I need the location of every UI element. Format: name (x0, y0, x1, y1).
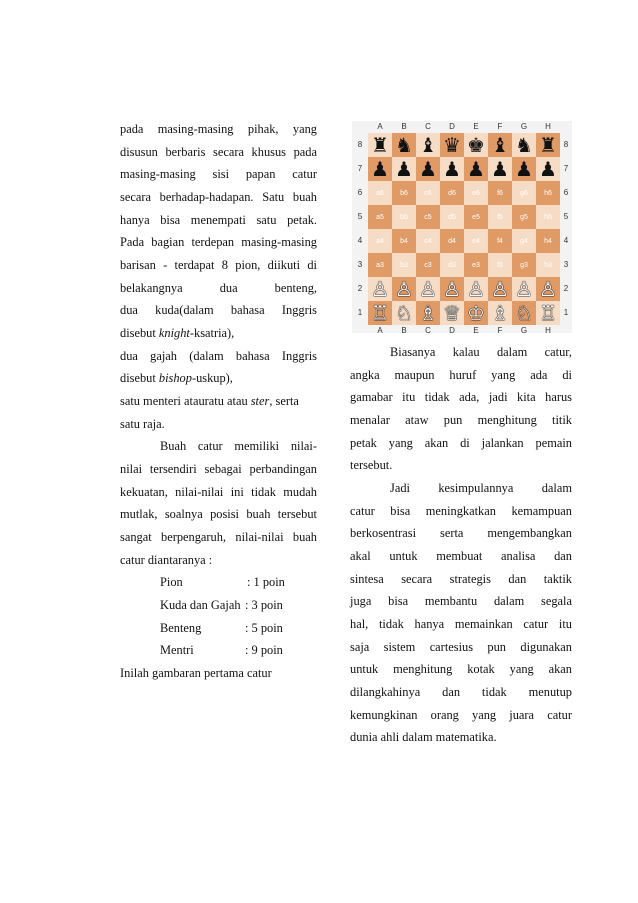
text-line: Jadi kesimpulannya dalam (390, 481, 572, 495)
text-line: dua kuda(dalam bahasa Inggris (120, 303, 317, 317)
board-square (488, 181, 512, 205)
text-line: dilangkahinya dan tidak menutup (350, 685, 572, 699)
square-coordinate: h3 (544, 261, 552, 269)
white-chess-piece-icon: ♗ (419, 301, 437, 325)
black-chess-piece-icon: ♚ (467, 133, 485, 157)
board-square (416, 157, 440, 181)
board-square (368, 133, 392, 157)
text-line: tersebut. (350, 458, 393, 472)
square-coordinate: b5 (400, 213, 408, 221)
board-square (440, 205, 464, 229)
square-coordinate: e5 (472, 213, 480, 221)
square-coordinate: a4 (376, 237, 384, 245)
rank-label: 6 (357, 188, 363, 197)
white-chess-piece-icon: ♙ (539, 277, 557, 301)
black-chess-piece-icon: ♛ (443, 133, 461, 157)
value-row (120, 574, 317, 590)
board-square (392, 133, 416, 157)
text-fragment: -uskup), (191, 371, 233, 385)
text-line: gamabar itu tidak ada, jadi kita harus (350, 390, 572, 404)
square-coordinate: a6 (376, 189, 384, 197)
board-square (464, 181, 488, 205)
file-labels-top (368, 121, 560, 133)
white-chess-piece-icon: ♙ (467, 277, 485, 301)
text-line: catur bisa meningkatkan kemampuan (350, 504, 572, 518)
rank-label: 3 (563, 260, 569, 269)
board-square (368, 253, 392, 277)
white-chess-piece-icon: ♙ (371, 277, 389, 301)
board-square (512, 253, 536, 277)
file-label: H (545, 326, 551, 335)
file-label: G (520, 326, 528, 335)
board-square (416, 301, 440, 325)
square-coordinate: g5 (520, 213, 528, 221)
rank-label: 1 (357, 308, 363, 317)
board-square (392, 301, 416, 325)
board-square (536, 229, 560, 253)
board-square (416, 277, 440, 301)
text-fragment: satu menteri atauratu atau ster, serta (120, 394, 299, 408)
text-line-bishop (120, 370, 233, 386)
text-line: disusun berbaris secara khusus pada (120, 145, 317, 159)
file-label: B (401, 326, 407, 335)
piece-value: : 3 poin (245, 598, 283, 612)
text-line-ster (120, 393, 317, 409)
board-square (512, 229, 536, 253)
piece-name: Pion (160, 575, 183, 589)
board-square (392, 253, 416, 277)
square-coordinate: c5 (424, 213, 432, 221)
file-label: H (545, 122, 551, 131)
text-line: menalar ataw pun menghitung titik (350, 413, 572, 427)
italic-term: ster (250, 394, 270, 408)
square-coordinate: g3 (520, 261, 528, 269)
white-chess-piece-icon: ♔ (467, 301, 485, 325)
file-label: D (449, 122, 455, 131)
file-label: B (401, 122, 407, 131)
text-line: barisan - terdapat 8 pion, diikuti di (120, 258, 317, 272)
black-chess-piece-icon: ♟ (419, 157, 437, 181)
rank-label: 2 (357, 284, 363, 293)
square-coordinate: b6 (400, 189, 408, 197)
text-line: Biasanya kalau dalam catur, (390, 345, 572, 359)
board-square (512, 301, 536, 325)
square-coordinate: d6 (448, 189, 456, 197)
board-square (416, 205, 440, 229)
board-square (536, 133, 560, 157)
file-label: F (497, 122, 503, 131)
black-chess-piece-icon: ♝ (491, 133, 509, 157)
rank-label: 5 (563, 212, 569, 221)
board-square (464, 229, 488, 253)
square-coordinate: a5 (376, 213, 384, 221)
rank-label: 6 (563, 188, 569, 197)
text-line: secara berhadap-hadapan. Satu buah (120, 190, 317, 204)
black-chess-piece-icon: ♟ (467, 157, 485, 181)
board-square (512, 205, 536, 229)
rank-label: 4 (563, 236, 569, 245)
square-coordinate: d3 (448, 261, 456, 269)
board-square (488, 205, 512, 229)
text-fragment: disebut (120, 371, 159, 385)
text-fragment: -ksatria), (189, 326, 235, 340)
board-square (440, 133, 464, 157)
black-chess-piece-icon: ♟ (515, 157, 533, 181)
square-coordinate: g6 (520, 189, 528, 197)
board-square (464, 205, 488, 229)
square-coordinate: f4 (497, 237, 503, 245)
square-coordinate: b4 (400, 237, 408, 245)
square-coordinate: g4 (520, 237, 528, 245)
file-label: C (425, 326, 431, 335)
board-square (392, 229, 416, 253)
square-coordinate: e3 (472, 261, 480, 269)
board-square (536, 157, 560, 181)
square-coordinate: c6 (424, 189, 432, 197)
board-square (392, 181, 416, 205)
board-square (464, 277, 488, 301)
file-label: E (473, 326, 479, 335)
black-chess-piece-icon: ♟ (539, 157, 557, 181)
text-line: mutlak, soalnya posisi buah tersebut (120, 507, 317, 521)
value-row (120, 597, 317, 613)
piece-value: : 9 poin (245, 643, 283, 657)
rank-label: 8 (563, 140, 569, 149)
board-square (368, 181, 392, 205)
board-square (368, 205, 392, 229)
rank-labels-right (559, 133, 573, 325)
board-square (536, 277, 560, 301)
piece-name: Benteng (160, 621, 202, 635)
board-square (488, 157, 512, 181)
piece-value: : 1 poin (247, 575, 285, 589)
white-chess-piece-icon: ♗ (491, 301, 509, 325)
board-square (488, 277, 512, 301)
rank-label: 3 (357, 260, 363, 269)
board-square (440, 301, 464, 325)
board-square (416, 253, 440, 277)
text-line: sintesa secara strategis dan taktik (350, 572, 572, 586)
text-line: sangat berpengaruh, nilai-nilai buah (120, 530, 317, 544)
square-coordinate: f6 (497, 189, 503, 197)
piece-value: : 5 poin (245, 621, 283, 635)
square-coordinate: a3 (376, 261, 384, 269)
board-square (536, 181, 560, 205)
text-line: petak yang akan di jalankan pemain (350, 436, 572, 450)
board-square (392, 277, 416, 301)
square-coordinate: d5 (448, 213, 456, 221)
text-line: angka maupun huruf yang ada di (350, 368, 572, 382)
text-line: Buah catur memiliki nilai- (160, 439, 317, 453)
white-chess-piece-icon: ♘ (515, 301, 533, 325)
square-coordinate: c4 (424, 237, 432, 245)
board-square (368, 157, 392, 181)
board-square (536, 253, 560, 277)
board-square (416, 229, 440, 253)
value-row (120, 642, 317, 658)
board-square (512, 157, 536, 181)
text-line: Inilah gambaran pertama catur (120, 666, 272, 680)
file-labels-bottom (368, 325, 560, 337)
square-coordinate: c3 (424, 261, 432, 269)
text-line: dunia ahli dalam matematika. (350, 730, 497, 744)
white-chess-piece-icon: ♙ (395, 277, 413, 301)
rank-label: 2 (563, 284, 569, 293)
square-coordinate: h4 (544, 237, 552, 245)
text-line: masing-masing sisi papan catur (120, 167, 317, 181)
board-square (488, 229, 512, 253)
rank-labels-left (353, 133, 367, 325)
board-square (464, 157, 488, 181)
piece-name: Mentri (160, 643, 194, 657)
text-line: nilai tersendiri sebagai perbandingan (120, 462, 317, 476)
board-square (512, 181, 536, 205)
black-chess-piece-icon: ♟ (491, 157, 509, 181)
text-line: berkosentrasi serta mengembangkan (350, 526, 572, 540)
board-square (536, 205, 560, 229)
board-square (464, 253, 488, 277)
file-label: C (425, 122, 431, 131)
black-chess-piece-icon: ♝ (419, 133, 437, 157)
black-chess-piece-icon: ♞ (395, 133, 413, 157)
text-line: belakangnya dua benteng, (120, 281, 317, 295)
text-line: juga bisa membantu dalam segala (350, 594, 572, 608)
chess-board-figure (352, 121, 572, 333)
white-chess-piece-icon: ♙ (443, 277, 461, 301)
black-chess-piece-icon: ♜ (371, 133, 389, 157)
board-square (368, 277, 392, 301)
black-chess-piece-icon: ♜ (539, 133, 557, 157)
board-square (440, 253, 464, 277)
black-chess-piece-icon: ♟ (371, 157, 389, 181)
rank-label: 5 (357, 212, 363, 221)
rank-label: 7 (563, 164, 569, 173)
rank-label: 1 (563, 308, 569, 317)
board-square (440, 277, 464, 301)
rank-label: 8 (357, 140, 363, 149)
text-line: catur diantaranya : (120, 553, 213, 567)
file-label: E (473, 122, 479, 131)
board-square (416, 181, 440, 205)
board-square (488, 253, 512, 277)
file-label: D (449, 326, 455, 335)
text-line: untuk menghitung kotak yang akan (350, 662, 572, 676)
board-square (512, 277, 536, 301)
board-square (392, 205, 416, 229)
white-chess-piece-icon: ♙ (515, 277, 533, 301)
file-label: F (497, 326, 503, 335)
square-coordinate: e6 (472, 189, 480, 197)
piece-name: Kuda dan Gajah (160, 598, 241, 612)
square-coordinate: h5 (544, 213, 552, 221)
board-square (416, 133, 440, 157)
file-label: A (377, 326, 383, 335)
square-coordinate: f3 (497, 261, 503, 269)
text-line: hanya bisa menempati satu petak. (120, 213, 317, 227)
file-label: G (520, 122, 528, 131)
board-square (440, 157, 464, 181)
white-chess-piece-icon: ♖ (539, 301, 557, 325)
square-coordinate: d4 (448, 237, 456, 245)
board-square (464, 133, 488, 157)
white-chess-piece-icon: ♙ (419, 277, 437, 301)
italic-term: bishop (158, 371, 192, 385)
rank-label: 7 (357, 164, 363, 173)
text-line: satu raja. (120, 417, 165, 431)
text-line: dua gajah (dalam bahasa Inggris (120, 349, 317, 363)
board-square (488, 133, 512, 157)
value-row (120, 620, 317, 636)
text-line: saja sistem cartesius pun digunakan (350, 640, 572, 654)
square-coordinate: f5 (497, 213, 503, 221)
text-line-knight (120, 325, 234, 341)
chess-board-grid (368, 133, 560, 325)
text-line: pada masing-masing pihak, yang (120, 122, 317, 136)
text-line: kemungkinan orang yang juara catur (350, 708, 572, 722)
board-square (464, 301, 488, 325)
board-square (368, 301, 392, 325)
white-chess-piece-icon: ♕ (443, 301, 461, 325)
board-square (536, 301, 560, 325)
board-square (488, 301, 512, 325)
file-label: A (377, 122, 383, 131)
rank-label: 4 (357, 236, 363, 245)
board-square (440, 181, 464, 205)
black-chess-piece-icon: ♞ (515, 133, 533, 157)
italic-term: knight (158, 326, 190, 340)
square-coordinate: h6 (544, 189, 552, 197)
text-line: akal untuk membuat analisa dan (350, 549, 572, 563)
white-chess-piece-icon: ♘ (395, 301, 413, 325)
board-square (392, 157, 416, 181)
text-line: Pada bagian terdepan masing-masing (120, 235, 317, 249)
board-square (440, 229, 464, 253)
board-square (512, 133, 536, 157)
black-chess-piece-icon: ♟ (395, 157, 413, 181)
text-fragment: disebut (120, 326, 159, 340)
text-line: hal, tidak hanya memainkan catur itu (350, 617, 572, 631)
text-line: kekuatan, nilai-nilai ini tidak mudah (120, 485, 317, 499)
white-chess-piece-icon: ♖ (371, 301, 389, 325)
board-square (368, 229, 392, 253)
white-chess-piece-icon: ♙ (491, 277, 509, 301)
black-chess-piece-icon: ♟ (443, 157, 461, 181)
square-coordinate: b3 (400, 261, 408, 269)
square-coordinate: e4 (472, 237, 480, 245)
